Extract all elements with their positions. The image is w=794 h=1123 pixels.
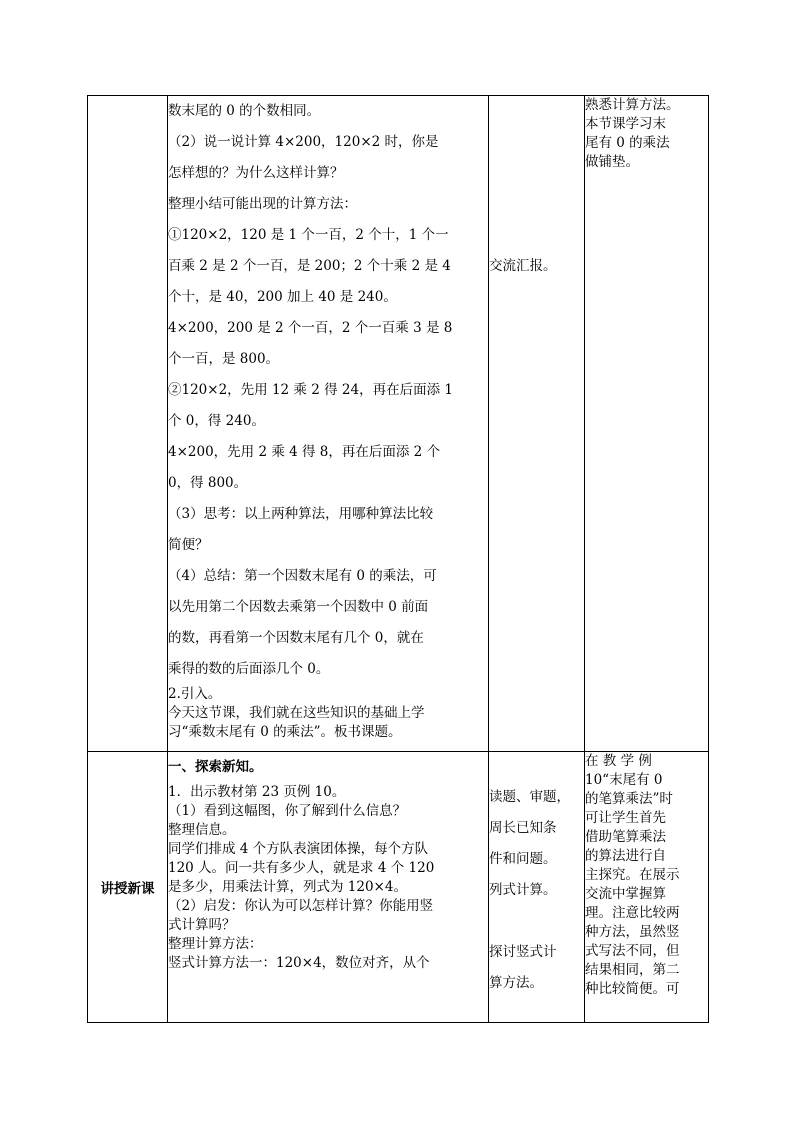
text-line: 是多少，用乘法计算，列式为 120×4。 bbox=[168, 879, 407, 895]
design-intent-cell bbox=[585, 96, 709, 752]
stage-cell: 讲授新课 bbox=[88, 752, 168, 1023]
table-row bbox=[88, 752, 709, 1023]
text-line: 120 人。问一共有多少人，就是求 4 个 120 bbox=[168, 860, 435, 876]
text-line: 可让学生首先 bbox=[585, 810, 666, 826]
text-line: 主探究。在展示 bbox=[585, 867, 680, 883]
text-line: ②120×2，先用 12 乘 2 得 24，再在后面添 1 bbox=[168, 382, 453, 398]
table-row bbox=[88, 96, 709, 752]
text-line: 周长已知条 bbox=[489, 820, 557, 836]
text-line: ①120×2，120 是 1 个一百，2 个十，1 个一 bbox=[168, 227, 449, 243]
teaching-process-cell bbox=[168, 752, 489, 1023]
text-line: 4×200，200 是 2 个一百，2 个一百乘 3 是 8 bbox=[168, 320, 453, 336]
text-line: 乘得的数的后面添几个 0。 bbox=[168, 661, 330, 677]
text-line: 的算法进行自 bbox=[585, 848, 666, 864]
lesson-plan-table bbox=[87, 95, 709, 1023]
text-line: 式计算吗？ bbox=[168, 917, 236, 933]
text-line: 件和问题。 bbox=[489, 851, 557, 867]
text-line: 算方法。 bbox=[489, 975, 543, 991]
section-heading: 一、探索新知。 bbox=[168, 759, 263, 775]
student-activity-cell bbox=[489, 96, 585, 752]
text-line: 在 教 学 例 bbox=[585, 753, 652, 769]
text-line: 种比较简便。可 bbox=[585, 981, 680, 997]
text-line: 同学们排成 4 个方队表演团体操，每个方队 bbox=[168, 841, 429, 857]
text-line: （3）思考：以上两种算法，用哪种算法比较 bbox=[168, 506, 434, 522]
text-line: 竖式计算方法一：120×4，数位对齐，从个 bbox=[168, 955, 430, 971]
text-line: 整理信息。 bbox=[168, 822, 236, 838]
text-line: 列式计算。 bbox=[489, 882, 557, 898]
text-line: 1．出示教材第 23 页例 10。 bbox=[168, 784, 346, 800]
student-activity-cell bbox=[489, 752, 585, 1023]
text-line: 以先用第二个因数去乘第一个因数中 0 前面 bbox=[168, 599, 429, 615]
text-line: 种方法，虽然竖 bbox=[585, 924, 680, 940]
text-line: 探讨竖式计 bbox=[489, 944, 557, 960]
text-line: 读题、审题， bbox=[489, 789, 570, 805]
text-line: 整理计算方法： bbox=[168, 936, 263, 952]
text-line: 0，得 800。 bbox=[168, 475, 248, 491]
text-line: 4×200，先用 2 乘 4 得 8，再在后面添 2 个 bbox=[168, 444, 441, 460]
text-line: 理。注意比较两 bbox=[585, 905, 680, 921]
text-line: （4）总结：第一个因数末尾有 0 的乘法，可 bbox=[168, 568, 437, 584]
text-line: 今天这节课，我们就在这些知识的基础上学 bbox=[168, 705, 425, 721]
text-line: 的数，再看第一个因数末尾有几个 0，就在 bbox=[168, 630, 424, 646]
text-line: 个十，是 40，200 加上 40 是 240。 bbox=[168, 289, 397, 305]
design-intent-cell bbox=[585, 752, 709, 1023]
text-line: 本节课学习末 bbox=[585, 116, 666, 132]
process-lines bbox=[168, 96, 488, 685]
text-line: 习“乘数末尾有 0 的乘法”。板书课题。 bbox=[168, 724, 402, 740]
text-line: （1）看到这幅图，你了解到什么信息？ bbox=[168, 803, 407, 819]
text-line: 式写法不同，但 bbox=[585, 943, 680, 959]
text-line: 交流汇报。 bbox=[489, 258, 557, 274]
teaching-process-cell bbox=[168, 96, 489, 752]
text-line: （2）启发：你认为可以怎样计算？你能用竖 bbox=[168, 898, 434, 914]
text-line: 2.引入。 bbox=[168, 686, 222, 702]
text-line bbox=[489, 906, 584, 937]
text-line: 借助笔算乘法 bbox=[585, 829, 666, 845]
text-line: 熟悉计算方法。 bbox=[585, 97, 680, 113]
text-line: 交流中掌握算 bbox=[585, 886, 666, 902]
text-line: 结果相同，第二 bbox=[585, 962, 680, 978]
text-line: 个 0，得 240。 bbox=[168, 413, 265, 429]
text-line: 简便？ bbox=[168, 537, 209, 553]
text-line: 10“末尾有 0 bbox=[585, 772, 663, 788]
text-line: 怎样想的？为什么这样计算？ bbox=[168, 165, 344, 181]
process-lines bbox=[168, 758, 488, 973]
process-tail bbox=[168, 685, 488, 742]
text-line: 尾有 0 的乘法 bbox=[585, 135, 670, 151]
stage-cell bbox=[88, 96, 168, 752]
text-line: 的笔算乘法”时 bbox=[585, 791, 673, 807]
text-line: 百乘 2 是 2 个一百，是 200；2 个十乘 2 是 4 bbox=[168, 258, 451, 274]
text-line: 数末尾的 0 的个数相同。 bbox=[168, 103, 321, 119]
text-line: 做铺垫。 bbox=[585, 154, 639, 170]
text-line: 整理小结可能出现的计算方法： bbox=[168, 196, 357, 212]
text-line: （2）说一说计算 4×200，120×2 时，你是 bbox=[168, 134, 439, 150]
text-line: 个一百，是 800。 bbox=[168, 351, 280, 367]
